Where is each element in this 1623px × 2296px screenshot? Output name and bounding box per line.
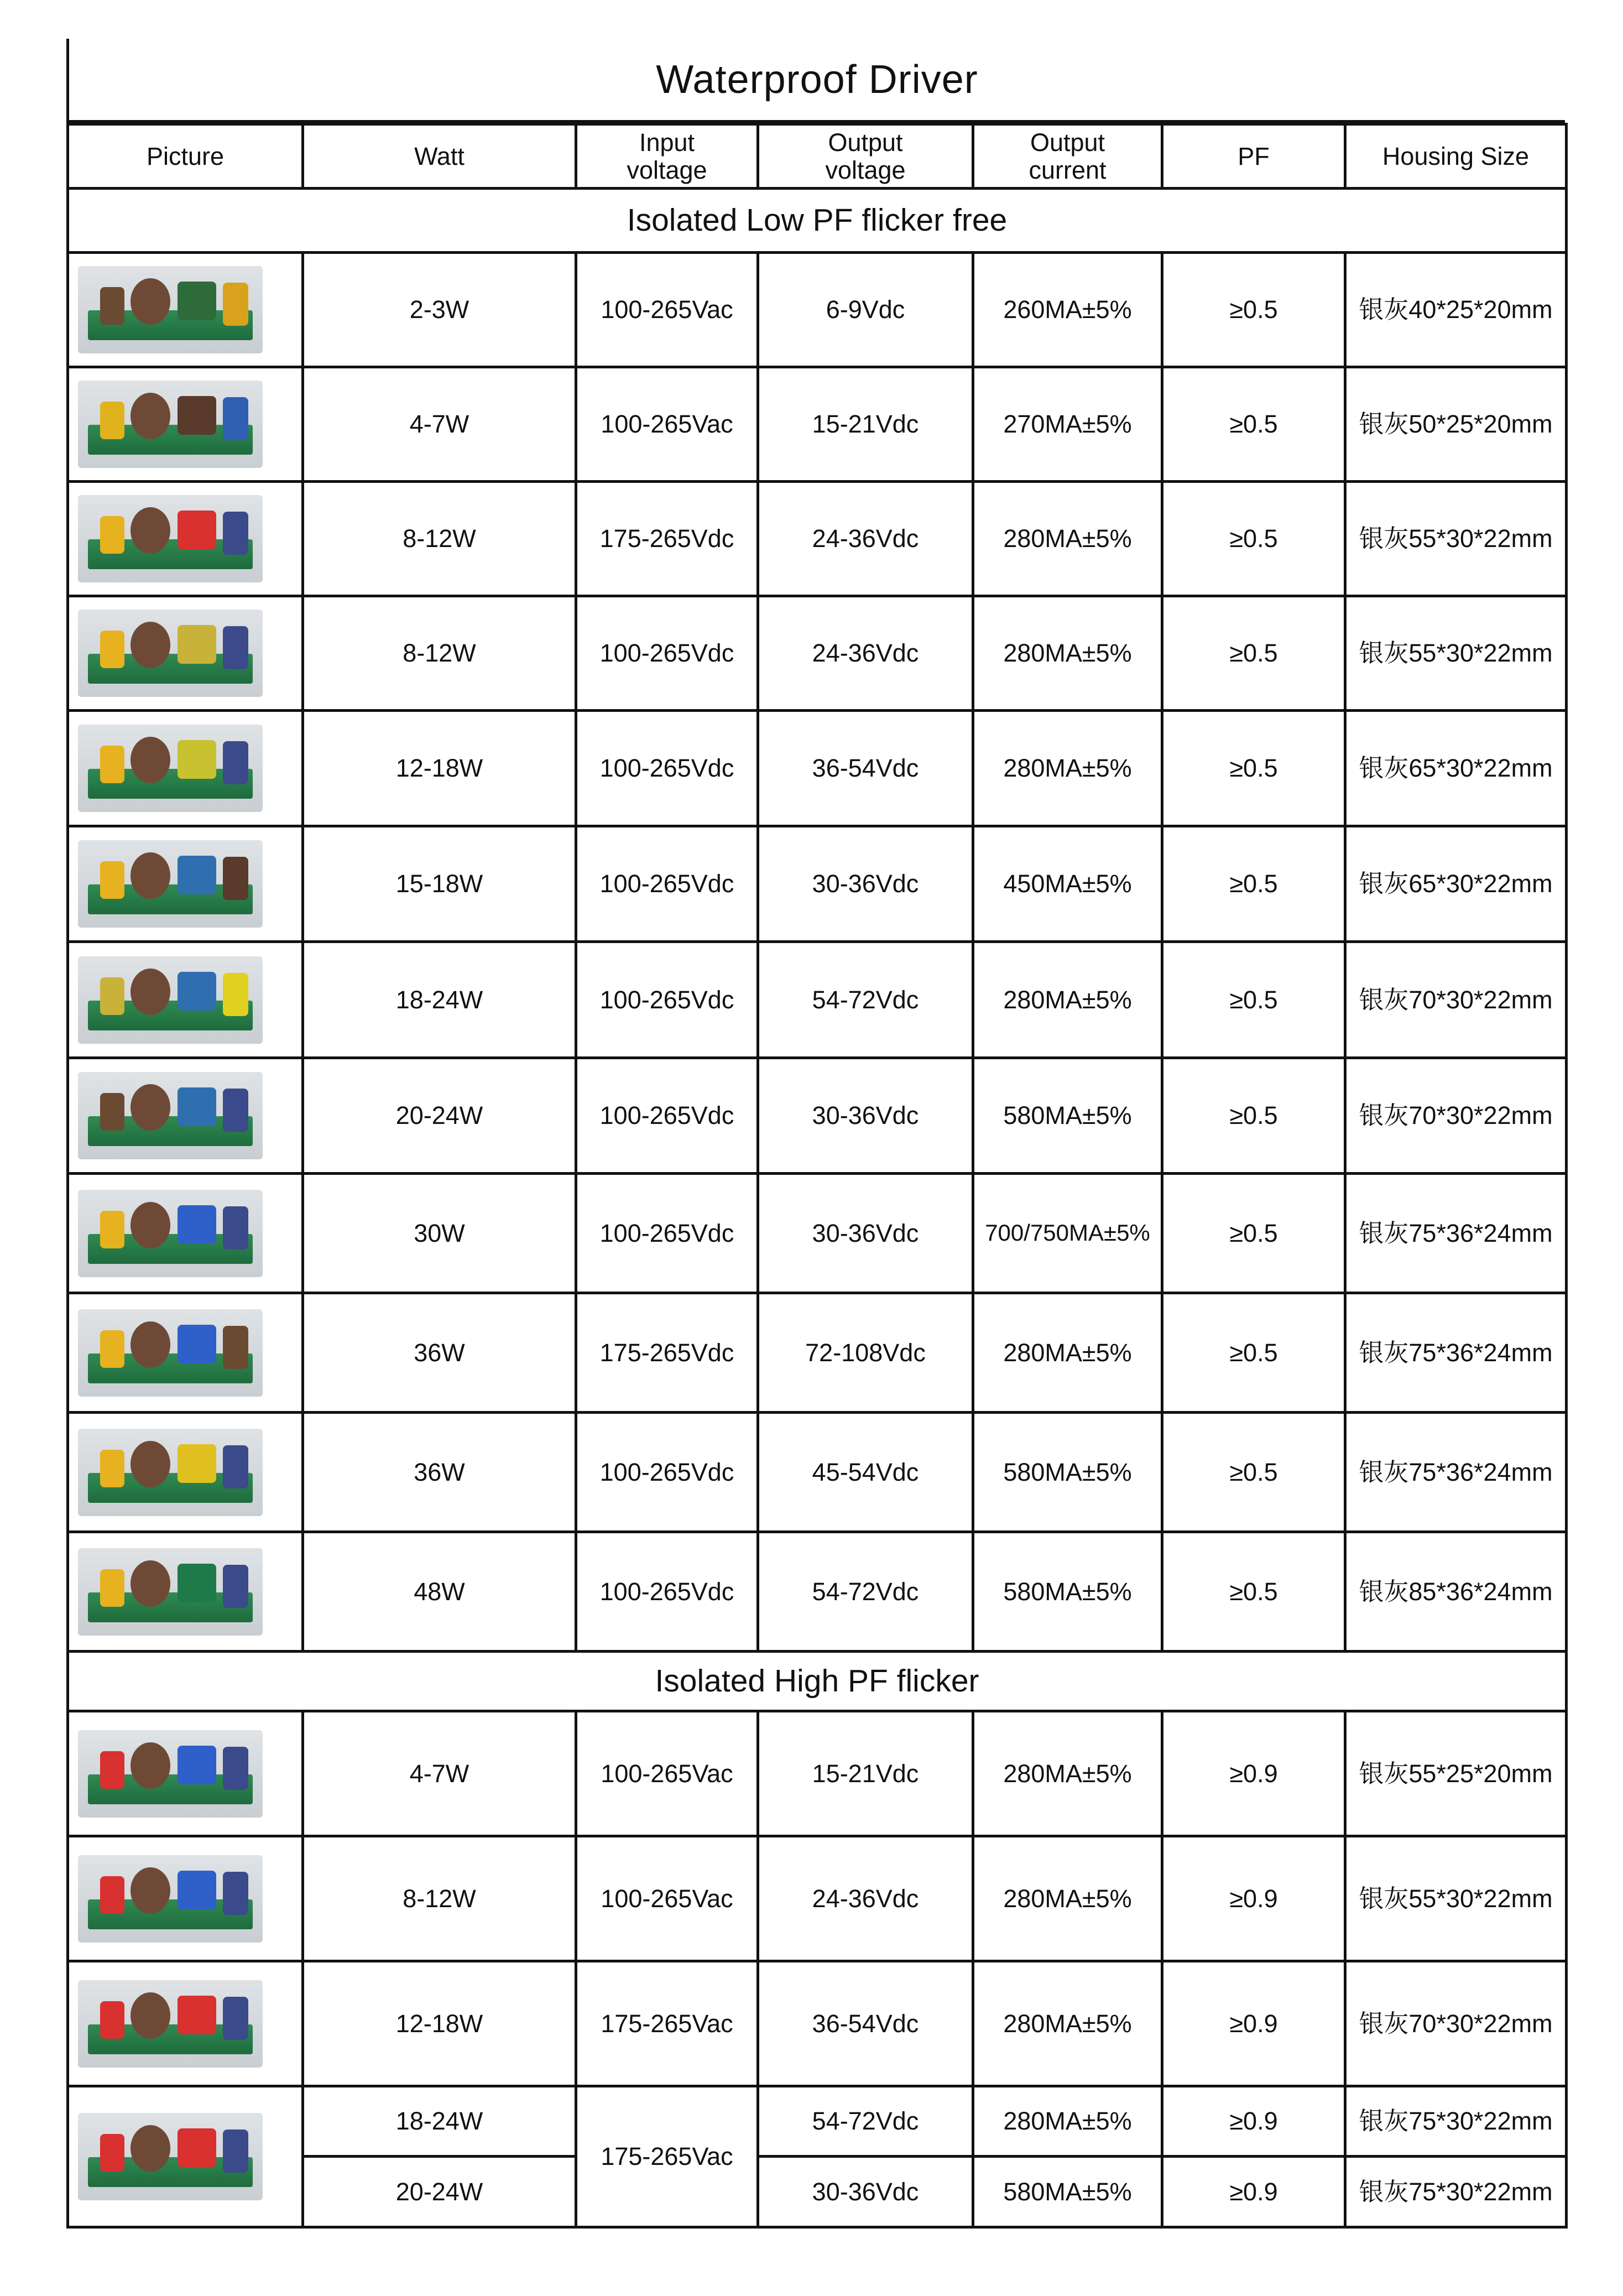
product-picture [68, 2086, 303, 2227]
pf-cell: ≥0.5 [1162, 826, 1345, 942]
output-current-cell: 280MA±5% [973, 1711, 1162, 1836]
product-picture [68, 367, 303, 482]
pf-cell: ≥0.5 [1162, 482, 1345, 596]
output-voltage-cell: 6-9Vdc [758, 253, 973, 367]
housing-size-cell: 银灰75*36*24mm [1345, 1174, 1567, 1293]
housing-size-cell: 银灰75*30*22mm [1345, 2086, 1567, 2157]
output-voltage-cell: 36-54Vdc [758, 1961, 973, 2086]
section-title: Isolated High PF flicker [68, 1652, 1567, 1711]
output-voltage-cell: 24-36Vdc [758, 1836, 973, 1961]
housing-size-cell: 银灰70*30*22mm [1345, 1961, 1567, 2086]
housing-size-cell: 银灰40*25*20mm [1345, 253, 1567, 367]
housing-size-cell: 银灰65*30*22mm [1345, 826, 1567, 942]
watt-cell: 8-12W [303, 596, 576, 711]
table-row [68, 1293, 1567, 1413]
driver-board-image [78, 1855, 263, 1943]
output-current-cell: 700/750MA±5% [973, 1174, 1162, 1293]
driver-board-image [78, 725, 263, 812]
driver-board-image [78, 1309, 263, 1397]
header-watt: Watt [303, 124, 576, 189]
table-row [68, 2086, 1567, 2157]
input-voltage-cell: 100-265Vdc [576, 1413, 758, 1532]
output-current-cell: 280MA±5% [973, 1836, 1162, 1961]
output-voltage-cell: 54-72Vdc [758, 1532, 973, 1652]
pf-cell: ≥0.9 [1162, 2086, 1345, 2157]
product-picture [68, 253, 303, 367]
pf-cell: ≥0.5 [1162, 1293, 1345, 1413]
product-picture [68, 1532, 303, 1652]
housing-size-cell: 银灰55*30*22mm [1345, 482, 1567, 596]
pf-cell: ≥0.9 [1162, 1836, 1345, 1961]
table-row [68, 596, 1567, 711]
output-voltage-cell: 72-108Vdc [758, 1293, 973, 1413]
table-row [68, 826, 1567, 942]
watt-cell: 8-12W [303, 482, 576, 596]
product-picture [68, 711, 303, 826]
section-title: Isolated Low PF flicker free [68, 189, 1567, 253]
housing-size-cell: 银灰55*30*22mm [1345, 596, 1567, 711]
output-current-cell: 280MA±5% [973, 1961, 1162, 2086]
driver-board-image [78, 956, 263, 1044]
product-picture [68, 1293, 303, 1413]
input-voltage-cell: 175-265Vdc [576, 482, 758, 596]
output-current-cell: 280MA±5% [973, 2086, 1162, 2157]
output-voltage-cell: 30-36Vdc [758, 1174, 973, 1293]
pf-cell: ≥0.5 [1162, 1413, 1345, 1532]
pf-cell: ≥0.5 [1162, 1532, 1345, 1652]
housing-size-cell: 银灰55*25*20mm [1345, 1711, 1567, 1836]
input-voltage-cell: 100-265Vdc [576, 1532, 758, 1652]
table-row [68, 1836, 1567, 1961]
driver-board-image [78, 2113, 263, 2200]
pf-cell: ≥0.9 [1162, 2157, 1345, 2227]
input-voltage-cell: 100-265Vac [576, 1711, 758, 1836]
product-picture [68, 482, 303, 596]
watt-cell: 4-7W [303, 1711, 576, 1836]
driver-board-image [78, 1730, 263, 1818]
product-picture [68, 1961, 303, 2086]
page-title: Waterproof Driver [66, 39, 1565, 123]
watt-cell: 48W [303, 1532, 576, 1652]
watt-cell: 12-18W [303, 1961, 576, 2086]
input-voltage-cell: 100-265Vdc [576, 942, 758, 1058]
driver-board-image [78, 495, 263, 582]
table-row [68, 253, 1567, 367]
input-voltage-cell: 100-265Vac [576, 1836, 758, 1961]
pf-cell: ≥0.9 [1162, 1961, 1345, 2086]
housing-size-cell: 银灰70*30*22mm [1345, 1058, 1567, 1174]
housing-size-cell: 银灰55*30*22mm [1345, 1836, 1567, 1961]
output-current-cell: 580MA±5% [973, 1058, 1162, 1174]
output-current-cell: 580MA±5% [973, 1413, 1162, 1532]
input-voltage-cell: 100-265Vdc [576, 826, 758, 942]
output-current-cell: 260MA±5% [973, 253, 1162, 367]
driver-board-image [78, 266, 263, 353]
product-picture [68, 1058, 303, 1174]
driver-board-image [78, 1548, 263, 1636]
input-voltage-cell: 100-265Vdc [576, 596, 758, 711]
housing-size-cell: 银灰50*25*20mm [1345, 367, 1567, 482]
pf-cell: ≥0.5 [1162, 942, 1345, 1058]
header-pf: PF [1162, 124, 1345, 189]
table-row [68, 711, 1567, 826]
output-voltage-cell: 30-36Vdc [758, 826, 973, 942]
output-current-cell: 280MA±5% [973, 711, 1162, 826]
output-voltage-cell: 36-54Vdc [758, 711, 973, 826]
output-current-cell: 450MA±5% [973, 826, 1162, 942]
table-row [68, 1532, 1567, 1652]
watt-cell: 36W [303, 1293, 576, 1413]
pf-cell: ≥0.5 [1162, 711, 1345, 826]
output-current-cell: 270MA±5% [973, 367, 1162, 482]
table-row [68, 367, 1567, 482]
driver-board-image [78, 610, 263, 697]
output-voltage-cell: 45-54Vdc [758, 1413, 973, 1532]
section-header [68, 1652, 1567, 1711]
watt-cell: 18-24W [303, 942, 576, 1058]
table-row [68, 1174, 1567, 1293]
driver-board-image [78, 840, 263, 928]
housing-size-cell: 银灰75*30*22mm [1345, 2157, 1567, 2227]
product-picture [68, 596, 303, 711]
driver-board-image [78, 1190, 263, 1277]
watt-cell: 4-7W [303, 367, 576, 482]
output-voltage-cell: 24-36Vdc [758, 596, 973, 711]
output-voltage-cell: 30-36Vdc [758, 1058, 973, 1174]
pf-cell: ≥0.5 [1162, 596, 1345, 711]
output-current-cell: 580MA±5% [973, 1532, 1162, 1652]
output-current-cell: 280MA±5% [973, 596, 1162, 711]
product-picture [68, 826, 303, 942]
watt-cell: 12-18W [303, 711, 576, 826]
header-output-current: Output current [973, 124, 1162, 189]
output-voltage-cell: 54-72Vdc [758, 942, 973, 1058]
housing-size-cell: 银灰70*30*22mm [1345, 942, 1567, 1058]
output-current-cell: 280MA±5% [973, 1293, 1162, 1413]
driver-board-image [78, 1072, 263, 1159]
pf-cell: ≥0.5 [1162, 1058, 1345, 1174]
output-voltage-cell: 15-21Vdc [758, 1711, 973, 1836]
section-header [68, 189, 1567, 253]
table-row [68, 1413, 1567, 1532]
header-input-voltage: Input voltage [576, 124, 758, 189]
input-voltage-cell: 175-265Vac [576, 1961, 758, 2086]
watt-cell: 20-24W [303, 1058, 576, 1174]
housing-size-cell: 银灰65*30*22mm [1345, 711, 1567, 826]
header-housing-size: Housing Size [1345, 124, 1567, 189]
pf-cell: ≥0.5 [1162, 1174, 1345, 1293]
input-voltage-cell: 175-265Vac [576, 2086, 758, 2227]
table-row [68, 1711, 1567, 1836]
driver-board-image [78, 1429, 263, 1516]
spec-sheet [66, 39, 1565, 2229]
table-row [68, 482, 1567, 596]
output-current-cell: 580MA±5% [973, 2157, 1162, 2227]
product-picture [68, 1711, 303, 1836]
input-voltage-cell: 100-265Vdc [576, 1058, 758, 1174]
product-picture [68, 1174, 303, 1293]
product-picture [68, 942, 303, 1058]
housing-size-cell: 银灰75*36*24mm [1345, 1413, 1567, 1532]
output-voltage-cell: 24-36Vdc [758, 482, 973, 596]
output-voltage-cell: 54-72Vdc [758, 2086, 973, 2157]
watt-cell: 8-12W [303, 1836, 576, 1961]
input-voltage-cell: 100-265Vac [576, 367, 758, 482]
output-current-cell: 280MA±5% [973, 482, 1162, 596]
output-current-cell: 280MA±5% [973, 942, 1162, 1058]
pf-cell: ≥0.9 [1162, 1711, 1345, 1836]
product-picture [68, 1413, 303, 1532]
product-picture [68, 1836, 303, 1961]
table-row [68, 942, 1567, 1058]
input-voltage-cell: 175-265Vdc [576, 1293, 758, 1413]
header-output-voltage: Output voltage [758, 124, 973, 189]
watt-cell: 20-24W [303, 2157, 576, 2227]
watt-cell: 2-3W [303, 253, 576, 367]
table-row [68, 1961, 1567, 2086]
header-row [68, 124, 1567, 189]
watt-cell: 30W [303, 1174, 576, 1293]
driver-board-image [78, 381, 263, 468]
table-row [68, 1058, 1567, 1174]
spec-table [66, 123, 1568, 2229]
input-voltage-cell: 100-265Vdc [576, 711, 758, 826]
watt-cell: 18-24W [303, 2086, 576, 2157]
housing-size-cell: 银灰75*36*24mm [1345, 1293, 1567, 1413]
output-voltage-cell: 15-21Vdc [758, 367, 973, 482]
pf-cell: ≥0.5 [1162, 253, 1345, 367]
housing-size-cell: 银灰85*36*24mm [1345, 1532, 1567, 1652]
pf-cell: ≥0.5 [1162, 367, 1345, 482]
driver-board-image [78, 1980, 263, 2068]
input-voltage-cell: 100-265Vac [576, 253, 758, 367]
input-voltage-cell: 100-265Vdc [576, 1174, 758, 1293]
watt-cell: 36W [303, 1413, 576, 1532]
output-voltage-cell: 30-36Vdc [758, 2157, 973, 2227]
header-picture: Picture [68, 124, 303, 189]
watt-cell: 15-18W [303, 826, 576, 942]
